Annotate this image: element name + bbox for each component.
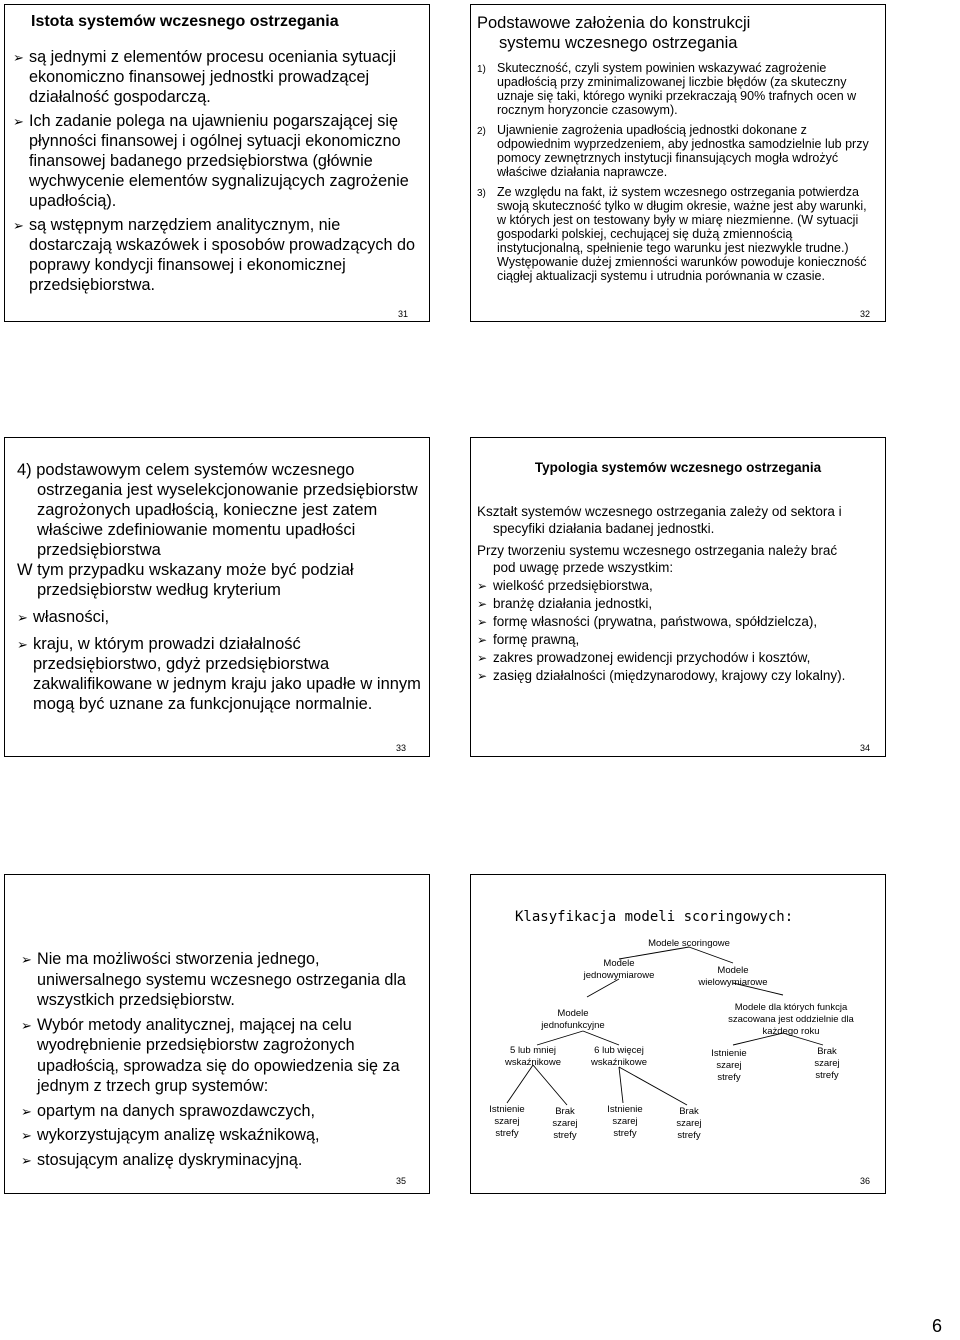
bullet-item	[477, 614, 879, 631]
node-6-lub-wiecej-l1: 6 lub więcej	[594, 1045, 644, 1056]
paragraph-criteria: W tym przypadku wskazany może być podział	[17, 561, 354, 579]
slide-36	[470, 874, 886, 1194]
arrow-bullet-icon: ➢	[21, 1152, 32, 1168]
node-5-lub-mniej-l1: 5 lub mniej	[510, 1045, 556, 1056]
bullet-text: stosującym analizę dyskryminacyjną.	[37, 1150, 303, 1169]
slide-number: 36	[860, 1176, 871, 1186]
arrow-bullet-icon: ➢	[477, 650, 488, 665]
arrow-bullet-icon: ➢	[21, 1017, 32, 1033]
arrow-bullet-icon: ➢	[17, 637, 28, 652]
paragraph-intro: Kształt systemów wczesnego ostrzegania zależy od sektora i	[477, 504, 842, 519]
node-istnienie-a-l3: strefy	[717, 1072, 741, 1083]
node-brak-a-l1: Brak	[817, 1046, 837, 1057]
node-brak-b-l1: Brak	[555, 1106, 575, 1117]
arrow-bullet-icon: ➢	[13, 50, 24, 65]
bullet-item	[477, 650, 879, 667]
paragraph-intro-rest: specyfiki działania badanej jednostki.	[493, 520, 715, 536]
slide-number: 31	[398, 309, 409, 319]
bullet-item	[477, 596, 879, 613]
bullet-text: są jednymi z elementów procesu oceniania sytuacji ekonomiczno finansowej jednostki prowadzącej działalność gospodarczą.	[29, 48, 397, 106]
slide-content	[477, 504, 879, 684]
node-brak-c-l2: szarej	[676, 1118, 702, 1129]
list-item	[477, 123, 877, 179]
bullet-text: formę własności (prywatna, państwowa, spółdzielcza),	[493, 613, 818, 629]
bullet-item	[21, 1015, 421, 1097]
bullet-text: formę prawną,	[493, 631, 580, 647]
slide-content	[21, 949, 421, 1170]
bullet-text: są wstępnym narzędziem analitycznym, nie dostarczają wskazówek i sposobów prowadzących do poprawy kondycji finansowej i ekonomicznej przedsiębiorstwa.	[29, 216, 415, 294]
bullet-item	[21, 1125, 421, 1146]
node-istnienie-a-l1: Istnienie	[711, 1048, 747, 1059]
node-dla-kazdego-roku-l1: Modele dla których funkcja	[734, 1002, 848, 1013]
bullet-text: Wybór metody analitycznej, mającej na celu wyodrębnienie przedsiębiorstw zagrożonych upadłością, sprowadza się do opowiedzenia się za jednym z trzech grup systemów:	[37, 1015, 400, 1095]
list-text: Ze względu na fakt, iż system wczesnego ostrzegania potwierdza swoją skuteczność tylko w długim okresie, ważne jest aby warunki, w których jest on testowany były w miarę niezmienne. (W sytuacji gospodarki polskiej, cechującej się dużą zmiennością instytucjonalną, spełnienie tego warunku jest niezwykle trudne.) Występowanie dużej zmienności warunków powoduje konieczność ciągłej aktualizacji systemu i utrudnia porównania w czasie.	[497, 185, 867, 283]
node-brak-a-l2: szarej	[814, 1058, 840, 1069]
bullet-text: Ich zadanie polega na ujawnieniu pogarszającej się płynności finansowej i ogólnej sytuacji ekonomiczno finansowej badanego przedsiębiorstwa (głównie wychwycenie elementów sygnalizujących zagrożenie upadłością).	[29, 112, 409, 210]
node-jednowymiarowe-l1: Modele	[603, 958, 635, 969]
node-brak-c-l3: strefy	[677, 1130, 701, 1141]
slide-title: Istota systemów wczesnego ostrzegania	[31, 13, 339, 30]
bullet-text: branżę działania jednostki,	[493, 595, 653, 611]
bullet-item	[477, 578, 879, 595]
slide-32	[470, 4, 886, 322]
node-jednowymiarowe-l2: jednowymiarowe	[583, 970, 655, 981]
list-number: 1)	[477, 64, 486, 75]
node-brak-b-l2: szarej	[552, 1118, 578, 1129]
paragraph-factors-rest: pod uwagę przede wszystkim:	[493, 559, 674, 575]
arrow-bullet-icon: ➢	[477, 632, 488, 647]
arrow-bullet-icon: ➢	[477, 578, 488, 593]
bullet-item	[13, 47, 423, 107]
node-brak-a-l3: strefy	[815, 1070, 839, 1081]
arrow-bullet-icon: ➢	[477, 614, 488, 629]
paragraph-factors: Przy tworzeniu systemu wczesnego ostrzegania należy brać	[477, 543, 838, 558]
title-line-2: systemu wczesnego ostrzegania	[499, 34, 738, 52]
slide-number: 33	[396, 743, 407, 753]
slide-content	[477, 61, 877, 283]
node-istnienie-b-l3: strefy	[495, 1128, 519, 1139]
slide-title: Typologia systemów wczesnego ostrzegania	[534, 460, 822, 475]
node-brak-c-l1: Brak	[679, 1106, 699, 1117]
slide-33	[4, 437, 430, 757]
list-item	[477, 61, 877, 117]
node-istnienie-b-l1: Istnienie	[489, 1104, 525, 1115]
page-number: 6	[932, 1316, 943, 1336]
bullet-item	[17, 607, 423, 627]
node-wielowymiarowe-l2: wielowymiarowe	[698, 977, 768, 988]
node-istnienie-c-l1: Istnienie	[607, 1104, 643, 1115]
paragraph-lead: 4) podstawowym celem systemów wczesnego	[17, 461, 355, 479]
list-text: Skuteczność, czyli system powinien wskazywać zagrożenie upadłością przy zminimalizowanej liczbie błędów (za skuteczny uznaje się taki, którego wyniki przekraczają 90% trafnych ocen w rocznym horyzoncie czasowym).	[497, 61, 857, 117]
node-istnienie-a-l2: szarej	[716, 1060, 742, 1071]
list-item	[477, 185, 877, 283]
bullet-item	[21, 949, 421, 1011]
bullet-text: własności,	[33, 608, 110, 626]
slide-31	[4, 4, 430, 322]
bullet-text: kraju, w którym prowadzi działalność przedsiębiorstwo, gdyż przedsiębiorstwa zakwalifikowane w jednym kraju jako upadłe w innym mogą być uznane za funkcjonujące normalnie.	[33, 635, 421, 713]
node-jednofunkcyjne-l2: jednofunkcyjne	[541, 1020, 605, 1031]
node-brak-b-l3: strefy	[553, 1130, 577, 1141]
bullet-item	[17, 634, 423, 714]
slide-title: Klasyfikacja modeli scoringowych:	[515, 909, 794, 925]
node-dla-kazdego-roku-l2: szacowana jest oddzielnie dla	[728, 1014, 854, 1025]
classification-tree-diagram	[471, 875, 886, 1194]
slide-content	[17, 460, 423, 714]
list-text: Ujawnienie zagrożenia upadłością jednostki dokonane z odpowiednim wyprzedzeniem, aby jednostka samodzielnie lub przy pomocy zewnętrznych instytucji finansujących mogła wdrożyć właściwe działania naprawcze.	[497, 123, 869, 179]
bullet-text: wykorzystującym analizę wskaźnikową,	[37, 1126, 320, 1144]
bullet-text: zakres prowadzonej ewidencji przychodów i kosztów,	[493, 649, 811, 665]
bullet-item	[21, 1150, 421, 1171]
arrow-bullet-icon: ➢	[21, 1128, 32, 1143]
bullet-item	[477, 632, 879, 649]
slide-35	[4, 874, 430, 1194]
node-wielowymiarowe-l1: Modele	[717, 965, 749, 976]
bullet-text: opartym na danych sprawozdawczych,	[37, 1101, 316, 1120]
arrow-bullet-icon: ➢	[13, 218, 24, 233]
slide-number: 35	[396, 1176, 407, 1186]
bullet-text: wielkość przedsiębiorstwa,	[493, 577, 653, 593]
slide-title	[477, 13, 837, 53]
node-istnienie-b-l2: szarej	[494, 1116, 520, 1127]
node-istnienie-c-l3: strefy	[613, 1128, 637, 1139]
bullet-item	[21, 1101, 421, 1122]
arrow-bullet-icon: ➢	[13, 114, 24, 129]
bullet-item	[13, 215, 423, 295]
node-istnienie-c-l2: szarej	[612, 1116, 638, 1127]
slide-number: 32	[860, 309, 871, 319]
slide-34	[470, 437, 886, 757]
title-line-1: Podstawowe założenia do konstrukcji	[477, 14, 751, 32]
paragraph-lead-rest: ostrzegania jest wyselekcjonowanie przedsiębiorstw zagrożonych upadłością, konieczne jest zatem właściwe zdefiniowanie momentu upadłości przedsiębiorstwa	[37, 481, 418, 559]
bullet-text: Nie ma możliwości stworzenia jednego, uniwersalnego systemu wczesnego ostrzegania dla wszystkich przedsiębiorstw.	[37, 950, 406, 1009]
node-modele-scoringowe: Modele scoringowe	[648, 938, 730, 949]
arrow-bullet-icon: ➢	[21, 952, 32, 967]
list-number: 2)	[477, 126, 486, 137]
slide-content	[13, 47, 423, 295]
node-jednofunkcyjne-l1: Modele	[557, 1008, 589, 1019]
list-number: 3)	[477, 188, 486, 199]
node-5-lub-mniej-l2: wskaźnikowe	[505, 1057, 561, 1068]
node-dla-kazdego-roku-l3: każdego roku	[762, 1026, 820, 1037]
arrow-bullet-icon: ➢	[21, 1103, 32, 1119]
bullet-text: zasięg działalności (międzynarodowy, krajowy czy lokalny).	[493, 667, 846, 683]
bullet-item	[477, 668, 879, 685]
bullet-item	[13, 111, 423, 211]
paragraph-criteria-rest: przedsiębiorstw według kryterium	[37, 581, 281, 599]
node-6-lub-wiecej-l2: wskaźnikowe	[591, 1057, 647, 1068]
arrow-bullet-icon: ➢	[477, 668, 488, 683]
arrow-bullet-icon: ➢	[17, 610, 28, 625]
slide-number: 34	[860, 743, 871, 753]
arrow-bullet-icon: ➢	[477, 596, 488, 611]
